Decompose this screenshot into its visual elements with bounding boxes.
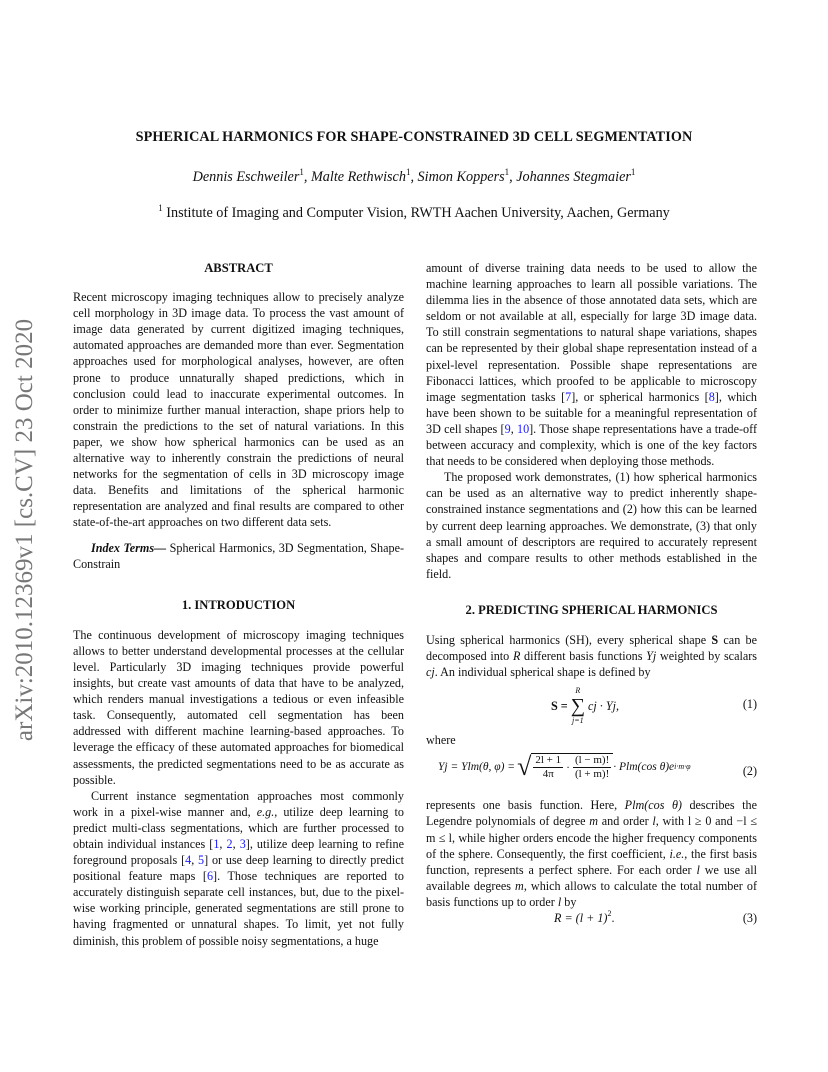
equation-3 — [426, 910, 757, 928]
math-Plm: Plm(cos θ) — [624, 798, 682, 813]
eq1-sum-lower: j=1 — [572, 716, 584, 726]
affil-mark: 1 — [158, 203, 163, 213]
left-column — [73, 260, 404, 949]
eq3-expression — [554, 910, 615, 926]
citation-6[interactable]: 6 — [206, 869, 214, 884]
text-run: . An individual spherical shape is defined by — [434, 665, 651, 680]
abstract-heading: ABSTRACT — [204, 261, 273, 275]
eq2-fraction-1 — [533, 754, 563, 781]
math-cj: cj — [426, 665, 435, 680]
math-R: R — [512, 649, 521, 664]
arxiv-stamp: arXiv:2010.12369v1 [cs.CV] 23 Oct 2020 — [11, 318, 38, 742]
eq1-lhs: S = — [551, 699, 568, 714]
frac-num: 2l + 1 — [535, 754, 562, 767]
section2-heading: 2. PREDICTING SPHERICAL HARMONICS — [465, 602, 718, 617]
author-name: Malte Rethwisch — [310, 169, 406, 185]
equation-2: Yj = Ylm(θ, φ) = √ $\frac{2l + 1}{4\pi}$ · $\frac{(l - m)!}{(l + m)!}$ · Plm(cos θ)e i·m·φ (2) — [438, 752, 757, 782]
paper-title: SPHERICAL HARMONICS FOR SHAPE-CONSTRAINED 3D CELL SEGMENTATION — [135, 129, 693, 145]
eq2-rhs: · Plm(cos θ)e — [613, 761, 675, 774]
text-run: , — [510, 421, 517, 436]
eq3-body: R = (l + 1) — [554, 911, 608, 925]
citation-8[interactable]: 8 — [708, 389, 715, 404]
affiliation — [0, 205, 828, 222]
text-run: , which allows to calculate the total number of basis functions up to order — [426, 878, 757, 909]
text-run: Using spherical harmonics (SH), every spherical shape — [426, 632, 712, 647]
citation-1[interactable]: 1 — [213, 837, 220, 851]
math-Yj: Yj — [646, 649, 657, 664]
text-run: amount of diverse training data needs to be used to allow the machine learning approaches to learn all possible variations. The dilemma lies in the absence of those annotated data sets, which are seldom or not available at all, especially for large 3D image data. To still constrain segmentations to natural shape variations, shapes can be represented by their global shape representation instead of a pixel-level representation. Possible shape representations are Fibonacci lattices, which proofed to be applicable to microscopy image segmentation tasks [ — [426, 261, 757, 404]
author-affil-mark: 1 — [630, 167, 636, 177]
citation-4[interactable]: 4 — [185, 853, 192, 868]
sum-icon: ∑ — [570, 695, 585, 718]
section2-paragraph-1 — [426, 632, 757, 680]
eq1-number: (1) — [742, 697, 757, 712]
intro-paragraph-2 — [73, 788, 404, 949]
citation-5[interactable]: 5 — [198, 853, 205, 868]
text-run: by — [561, 894, 577, 909]
citation-2[interactable]: 2 — [226, 837, 233, 851]
math-l: l — [557, 894, 562, 909]
citation-3[interactable]: 3 — [239, 837, 246, 851]
author-affil-mark: 1 — [299, 167, 304, 177]
intro-heading: 1. INTRODUCTION — [181, 597, 296, 612]
text-run: Current instance segmentation approaches most commonly work in a pixel-wise manner and, — [73, 788, 404, 819]
text-run: represents one basis function. Here, — [426, 798, 625, 813]
right-paragraph-1 — [426, 260, 757, 469]
intro-paragraph-1: The continuous development of microscopy imaging techniques allows to better understand developmental processes at the cellular level. Particularly 3D imaging techniques provide powerful insights, but create vast amounts of data that have to be analyzed, which renders manual investigations a tedious or even infeasible task. Consequently, automated cell segmentation has been addressed with different machine learning-based approaches. To leverage the efficacy of these automated approaches for biomedical assessments, the predicted segmentations need to be as accurate as possible. — [73, 627, 404, 787]
citation-7[interactable]: 7 — [565, 389, 572, 404]
citation-10[interactable]: 10 — [517, 421, 530, 436]
citation-9[interactable]: 9 — [504, 421, 511, 436]
math-l: l — [696, 862, 700, 877]
text-run: ], utilize deep learning to refine foreground proposals [ — [73, 837, 404, 868]
math-S: S — [711, 632, 719, 647]
abstract-text: Recent microscopy imaging techniques allow to precisely analyze cell morphology in 3D image data. To process the vast amount of image data generated by current digitized imaging techniques, automated approaches are demanded more than ever. Segmentation approaches used for morphological analyses, however, are often prone to produce unnaturally shaped predictions, which in conclusion could lead to inaccurate experimental outcomes. In order to minimize further manual interaction, shape priors help to constrain the predictions to the set of natural variations. In this paper, we show how spherical harmonics can be used as an alternative way to inherently constrain the predictions of neural networks for the segmentation of cells in 3D microscopy image data. Benefits and limitations of the spherical harmonic representation are analyzed and final results are compared to other state-of-the-art approaches on two different data sets. — [73, 290, 404, 530]
sqrt-icon: √ — [517, 752, 532, 782]
text-run: , the first basis function, represents a perfect sphere. For each order — [426, 846, 758, 877]
math-m: m — [589, 814, 599, 829]
eq1-sum-upper: R — [575, 686, 581, 696]
math-m: m — [515, 878, 524, 893]
text-run: ], which have been shown to be suitable for a meaningful representation of 3D cell shapes [ — [426, 389, 757, 436]
text-run: different basis functions — [520, 649, 647, 664]
where-text: where — [426, 733, 456, 748]
text-run: ] or use deep learning to directly predict positional feature maps [ — [73, 853, 404, 884]
text-run: , with l ≥ 0 and −l ≤ m ≤ l, while higher orders encode the higher frequency components of the sphere. Consequently, the first coefficient, — [426, 814, 758, 861]
text-run: , — [219, 837, 227, 851]
eq1-rhs: cj · Yj, — [587, 699, 620, 714]
author-list — [0, 169, 828, 186]
math-l: l — [652, 814, 656, 829]
text-run: ]. Those shape representations have a trade-off between accuracy and complexity, which is one of the key factors that needs to be considered when deploying those methods. — [426, 421, 757, 469]
text-run: , utilize deep learning to predict multi-class segmentations, which are further processed to obtain individual instances [ — [73, 804, 404, 851]
eq3-tail: . — [611, 911, 615, 925]
author-separator: , — [410, 169, 418, 185]
author-affil-mark: 1 — [504, 167, 510, 177]
index-terms-label: Index Terms— — [91, 540, 167, 555]
author-name: Simon Koppers — [417, 169, 505, 185]
eq2-number: (2) — [742, 764, 757, 779]
author-separator: , — [303, 169, 311, 185]
author-name: Dennis Eschweiler — [192, 169, 300, 185]
frac-den: 4π — [542, 768, 554, 781]
affil-text: Institute of Imaging and Computer Vision, RWTH Aachen University, Aachen, Germany — [166, 205, 670, 221]
text-run: describes the Legendre polynomials of degree — [426, 798, 757, 829]
text-run: can be decomposed into — [426, 632, 757, 664]
equation-1 — [426, 682, 757, 728]
right-column — [426, 260, 757, 928]
sqrt-body — [531, 753, 613, 781]
text-run: and order — [598, 814, 653, 829]
frac-num: (l − m)! — [574, 754, 610, 767]
index-terms-text: Spherical Harmonics, 3D Segmentation, Shape-Constrain — [73, 540, 405, 571]
text-run: , — [232, 837, 240, 851]
text-run: we use all available degrees — [426, 862, 757, 893]
eq3-number: (3) — [742, 911, 757, 925]
eg-abbrev: e.g. — [256, 804, 275, 819]
index-terms — [73, 540, 404, 572]
eq2-fraction-2 — [573, 754, 611, 781]
text-run: , — [191, 853, 199, 868]
eq2-lhs: Yj = Ylm(θ, φ) = — [438, 761, 516, 774]
ie-abbrev: i.e. — [669, 846, 685, 861]
frac-den: (l + m)! — [574, 768, 610, 781]
text-run: ], or spherical harmonics [ — [571, 389, 709, 404]
text-run: weighted by scalars — [656, 649, 757, 664]
author-separator: , — [509, 169, 517, 185]
section2-paragraph-2 — [426, 797, 757, 910]
right-paragraph-2: The proposed work demonstrates, (1) how spherical harmonics can be used as an alternative way to predict inherently shape-constrained instance segmentations and (2) how this can be learned by current deep learning approaches. We demonstrate, (3) that only a small amount of descriptors are required to accurately represent shapes and compare results to other methods established in the field. — [426, 470, 757, 581]
author-affil-mark: 1 — [405, 167, 411, 177]
eq3-exponent: 2 — [607, 909, 612, 918]
text-run: ]. Those techniques are reported to accurately distinguish separate cell instances, but, due to the pixel-wise working principle, generated segmentations are still prone to having fragmented or unnatural shapes. To limit, yet not fully diminish, this problem of possible noisy segmentations, a huge — [73, 869, 405, 948]
eq2-dot: · — [566, 761, 570, 774]
author-name: Johannes Stegmaier — [516, 169, 631, 185]
